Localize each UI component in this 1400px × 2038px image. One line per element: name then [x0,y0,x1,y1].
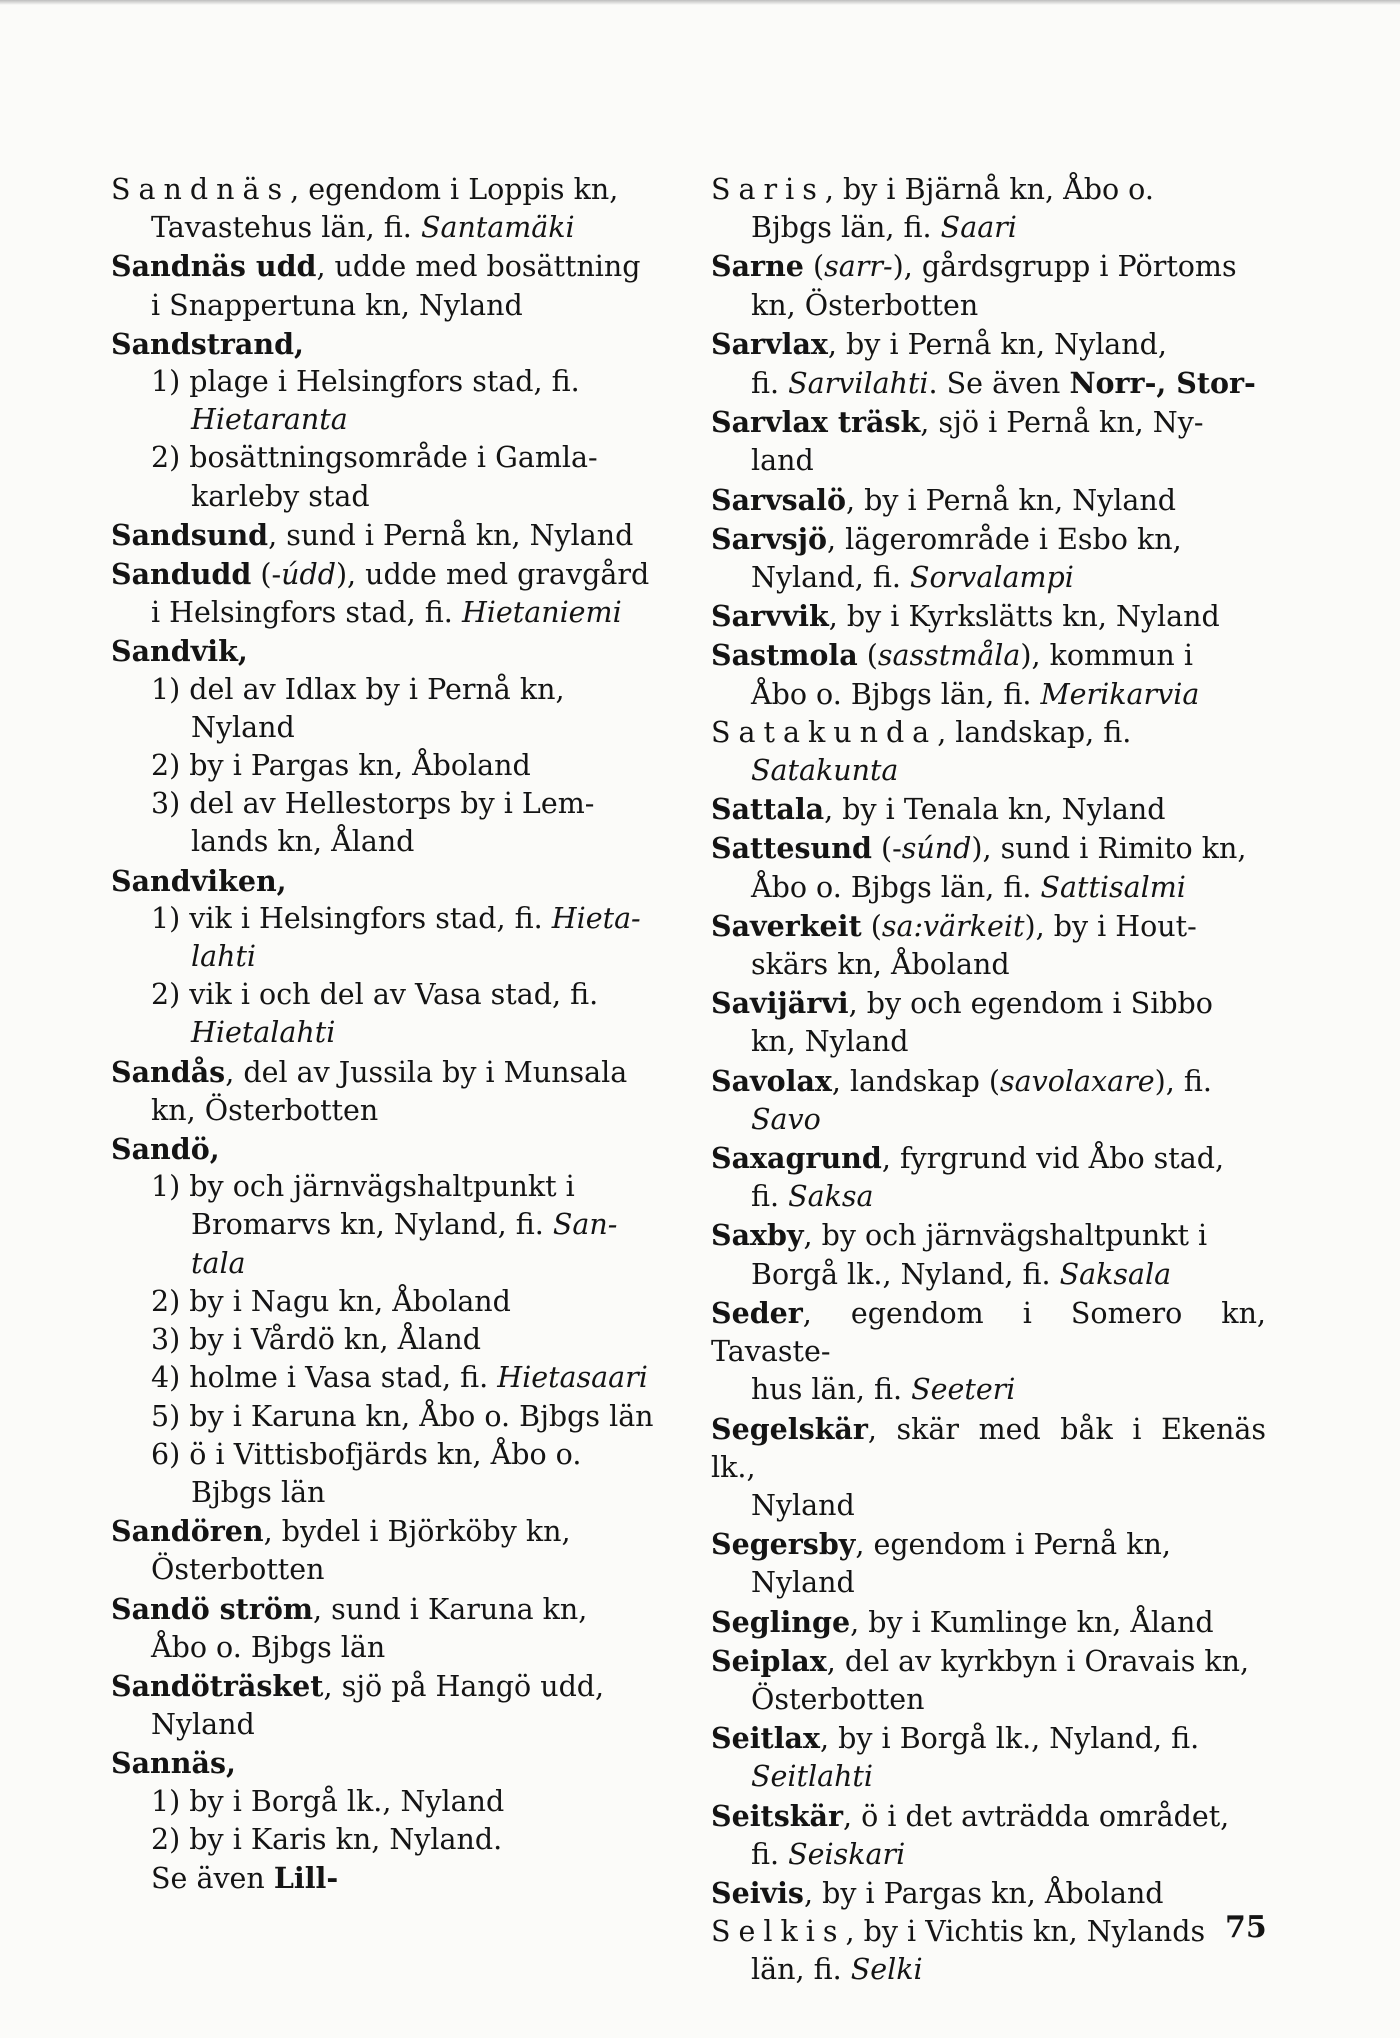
headword: Sarvlax [711,326,828,361]
headword: Seglinge [711,1604,851,1639]
headword: Sandnäs [111,173,291,206]
finnish-name: Seitlahti [751,1760,873,1794]
finnish-name: Hietasaari [497,1361,648,1395]
headword: Seiplax [711,1643,827,1678]
entry-sandudd: Sandudd (-údd), udde med gravgård i Helsingfors stad, fi. Hietaniemi [111,557,650,630]
sense-2: 2) vik i och del av Vasa stad, fi. Hietalahti [111,976,666,1052]
sense-3: 3) del av Hellestorps by i Lem- lands kn, Åland [151,787,595,859]
headword: Sarvvik [711,599,829,634]
finnish-name: Saari [940,211,1017,245]
entry-saxagrund: Saxagrund, fyrgrund vid Åbo stad, fi. Saksa [711,1141,1225,1214]
finnish-name: Hietalahti [191,1016,336,1050]
entry-sannas [111,1744,666,1898]
finnish-name: Seeteri [911,1373,1016,1407]
headword: Sastmola [711,638,858,673]
sense-5: 5) by i Karuna kn, Åbo o. Bjbgs län [151,1399,654,1433]
headword: Sandudd [111,557,252,592]
headword: Saxby [711,1218,804,1253]
sense-1: 1) by i Borgå lk., Nyland [151,1784,505,1818]
headword: Savijärvi [711,986,849,1021]
entry-sandstrand [111,325,666,516]
entry-sandas: Sandås, del av Jussila by i Munsala kn, Österbotten [111,1054,628,1127]
entry-sarvlax: Sarvlax, by i Pernå kn, Nyland, fi. Sarvilahti. Se även Norr-, Stor- [711,326,1256,401]
headword: Sandviken, [111,863,287,898]
headword: Sandö ström [111,1591,314,1626]
headword: Saxagrund [711,1141,882,1176]
entry-sattala: Sattala, by i Tenala kn, Nyland [711,792,1166,827]
headword: Seitskär [711,1798,843,1833]
entry-sattesund: Sattesund (-súnd), sund i Rimito kn, Åbo o. Bjbgs län, fi. Sattisalmi [711,831,1247,904]
entry-sando-strom: Sandö ström, sund i Karuna kn, Åbo o. Bjbgs län [111,1591,588,1664]
headword: Sandnäs udd [111,249,317,284]
finnish-name: Selki [850,1953,923,1987]
page-number: 75 [1225,1910,1267,1945]
entry-saris: Saris, by i Bjärnå kn, Åbo o. Bjbgs län, fi. Saari [711,173,1154,245]
headword: Seitlax [711,1721,820,1756]
sense-2: 2) by i Pargas kn, Åboland [151,749,531,783]
right-column [711,171,1266,1990]
sense-1: 1) by och järnvägshaltpunkt i Bromarvs kn, Nyland, fi. San- tala [151,1170,618,1280]
headword: Sattala [711,792,825,827]
headword: Sandöträsket [111,1668,324,1703]
entry-sarvsalo: Sarvsalö, by i Pernå kn, Nyland [711,482,1176,517]
finnish-name: Sorvalampi [910,561,1074,595]
finnish-name: Sattisalmi [1040,870,1186,904]
entry-sandoren: Sandören, bydel i Björköby kn, Österbotten [111,1514,571,1587]
headword: Savolax [711,1063,832,1098]
finnish-name: Hieta- [551,901,641,935]
headword: Saverkeit [711,908,862,943]
headword: Sandsund [111,517,269,552]
headword: Seivis [711,1875,804,1910]
finnish-name: Seiskari [788,1837,906,1871]
finnish-name: Savo [751,1102,821,1136]
page-top-edge [0,0,1400,5]
finnish-name: Hietaranta [191,403,348,437]
finnish-name: Merikarvia [1040,677,1200,711]
entry-savijarvi: Savijärvi, by och egendom i Sibbo kn, Nyland [711,986,1213,1059]
cross-reference: Norr-, Stor- [1069,366,1256,401]
see-also: Se även Lill- [151,1860,339,1895]
left-column [111,171,666,1898]
headword: Sandören [111,1514,264,1549]
entry-selkis: Selkis, by i Vichtis kn, Nylands län, fi. Selki [711,1915,1206,1987]
entry-sandvik [111,632,666,861]
finnish-name: Hietaniemi [461,596,622,630]
entry-sarne: Sarne (sarr-), gårdsgrupp i Pörtoms kn, Österbotten [711,249,1237,322]
entry-sandotrasket: Sandöträsket, sjö på Hangö udd, Nyland [111,1668,605,1742]
sense-4: 4) holme i Vasa stad, fi. Hietasaari [151,1361,648,1395]
finnish-name: Sarvilahti [788,367,929,401]
headword: Sarne [711,249,804,284]
sense-1: 1) plage i Helsingfors stad, fi. Hietaranta [111,363,666,439]
entry-seglinge: Seglinge, by i Kumlinge kn, Åland [711,1604,1214,1639]
finnish-name: Saksa [788,1180,874,1214]
entry-satakunda: Satakunda, landskap, fi. Satakunta [711,714,1266,790]
entry-seder: Seder, egendom i Somero kn, Tavaste- hus län, fi. Seeteri [711,1295,1266,1407]
entry-sandnas: Sandnäs, egendom i Loppis kn, Tavastehus län, fi. Santamäki [111,173,619,245]
sense-6: 6) ö i Vittisbofjärds kn, Åbo o. Bjbgs län [151,1437,582,1509]
finnish-name: Saksala [1059,1257,1172,1291]
sense-2: 2) by i Nagu kn, Åboland [151,1284,511,1318]
sense-1: 1) vik i Helsingfors stad, fi. Hieta- lahti [151,901,641,974]
entry-saxby: Saxby, by och järnvägshaltpunkt i Borgå lk., Nyland, fi. Saksala [711,1218,1208,1291]
headword: Sandö, [111,1132,220,1167]
entry-sandsund: Sandsund, sund i Pernå kn, Nyland [111,517,634,552]
sense-2: 2) bosättningsområde i Gamla- karleby stad [151,441,598,513]
entry-sarvvik: Sarvvik, by i Kyrkslätts kn, Nyland [711,599,1220,634]
headword: Sarvlax träsk [711,405,921,440]
headword: Segersby [711,1527,856,1562]
finnish-name: Santamäki [420,211,575,245]
headword: Seder [711,1295,803,1330]
entry-segelskar: Segelskär, skär med båk i Ekenäs lk., Nyland [711,1411,1266,1522]
cross-reference: Lill- [273,1860,339,1895]
headword: Satakunda [711,715,938,749]
entry-sarvlax-trask: Sarvlax träsk, sjö i Pernå kn, Ny- land [711,405,1204,478]
entry-segersby: Segersby, egendom i Pernå kn, Nyland [711,1527,1171,1600]
entry-seitlax: Seitlax, by i Borgå lk., Nyland, fi. Seitlahti [711,1719,1266,1796]
entry-seiplax: Seiplax, del av kyrkbyn i Oravais kn, Österbotten [711,1643,1250,1716]
entry-seitskar: Seitskär, ö i det avträdda området, fi. Seiskari [711,1798,1230,1871]
headword: Selkis [711,1915,846,1949]
entry-sastmola: Sastmola (sasstmåla), kommun i Åbo o. Bjbgs län, fi. Merikarvia [711,638,1200,711]
headword: Sandstrand, [111,326,304,361]
sense-2: 2) by i Karis kn, Nyland. [151,1822,503,1856]
headword: Saris [711,173,825,206]
entry-seivis: Seivis, by i Pargas kn, Åboland [711,1875,1164,1910]
finnish-name: San- [552,1208,618,1242]
entry-sarvsjo: Sarvsjö, lägerområde i Esbo kn, Nyland, fi. Sorvalampi [711,521,1182,595]
headword: Sannäs, [111,1746,236,1781]
headword: Sandvik, [111,634,248,669]
entry-sandviken [111,862,666,1053]
headword: Segelskär [711,1411,868,1446]
entry-sandnas-udd: Sandnäs udd, udde med bosättning i Snappertuna kn, Nyland [111,249,641,322]
entry-sando [111,1130,666,1512]
finnish-name: Satakunta [751,754,899,788]
headword: Sarvsalö [711,482,846,517]
entry-saverkeit: Saverkeit (sa:värkeit), by i Hout- skärs kn, Åboland [711,908,1197,982]
sense-3: 3) by i Vårdö kn, Åland [151,1323,481,1357]
headword: Sandås [111,1054,226,1089]
headword: Sattesund [711,831,872,866]
sense-1: 1) del av Idlax by i Pernå kn, Nyland [151,672,565,744]
entry-savolax: Savolax, landskap (savolaxare), fi. Savo [711,1062,1266,1139]
headword: Sarvsjö [711,521,827,556]
